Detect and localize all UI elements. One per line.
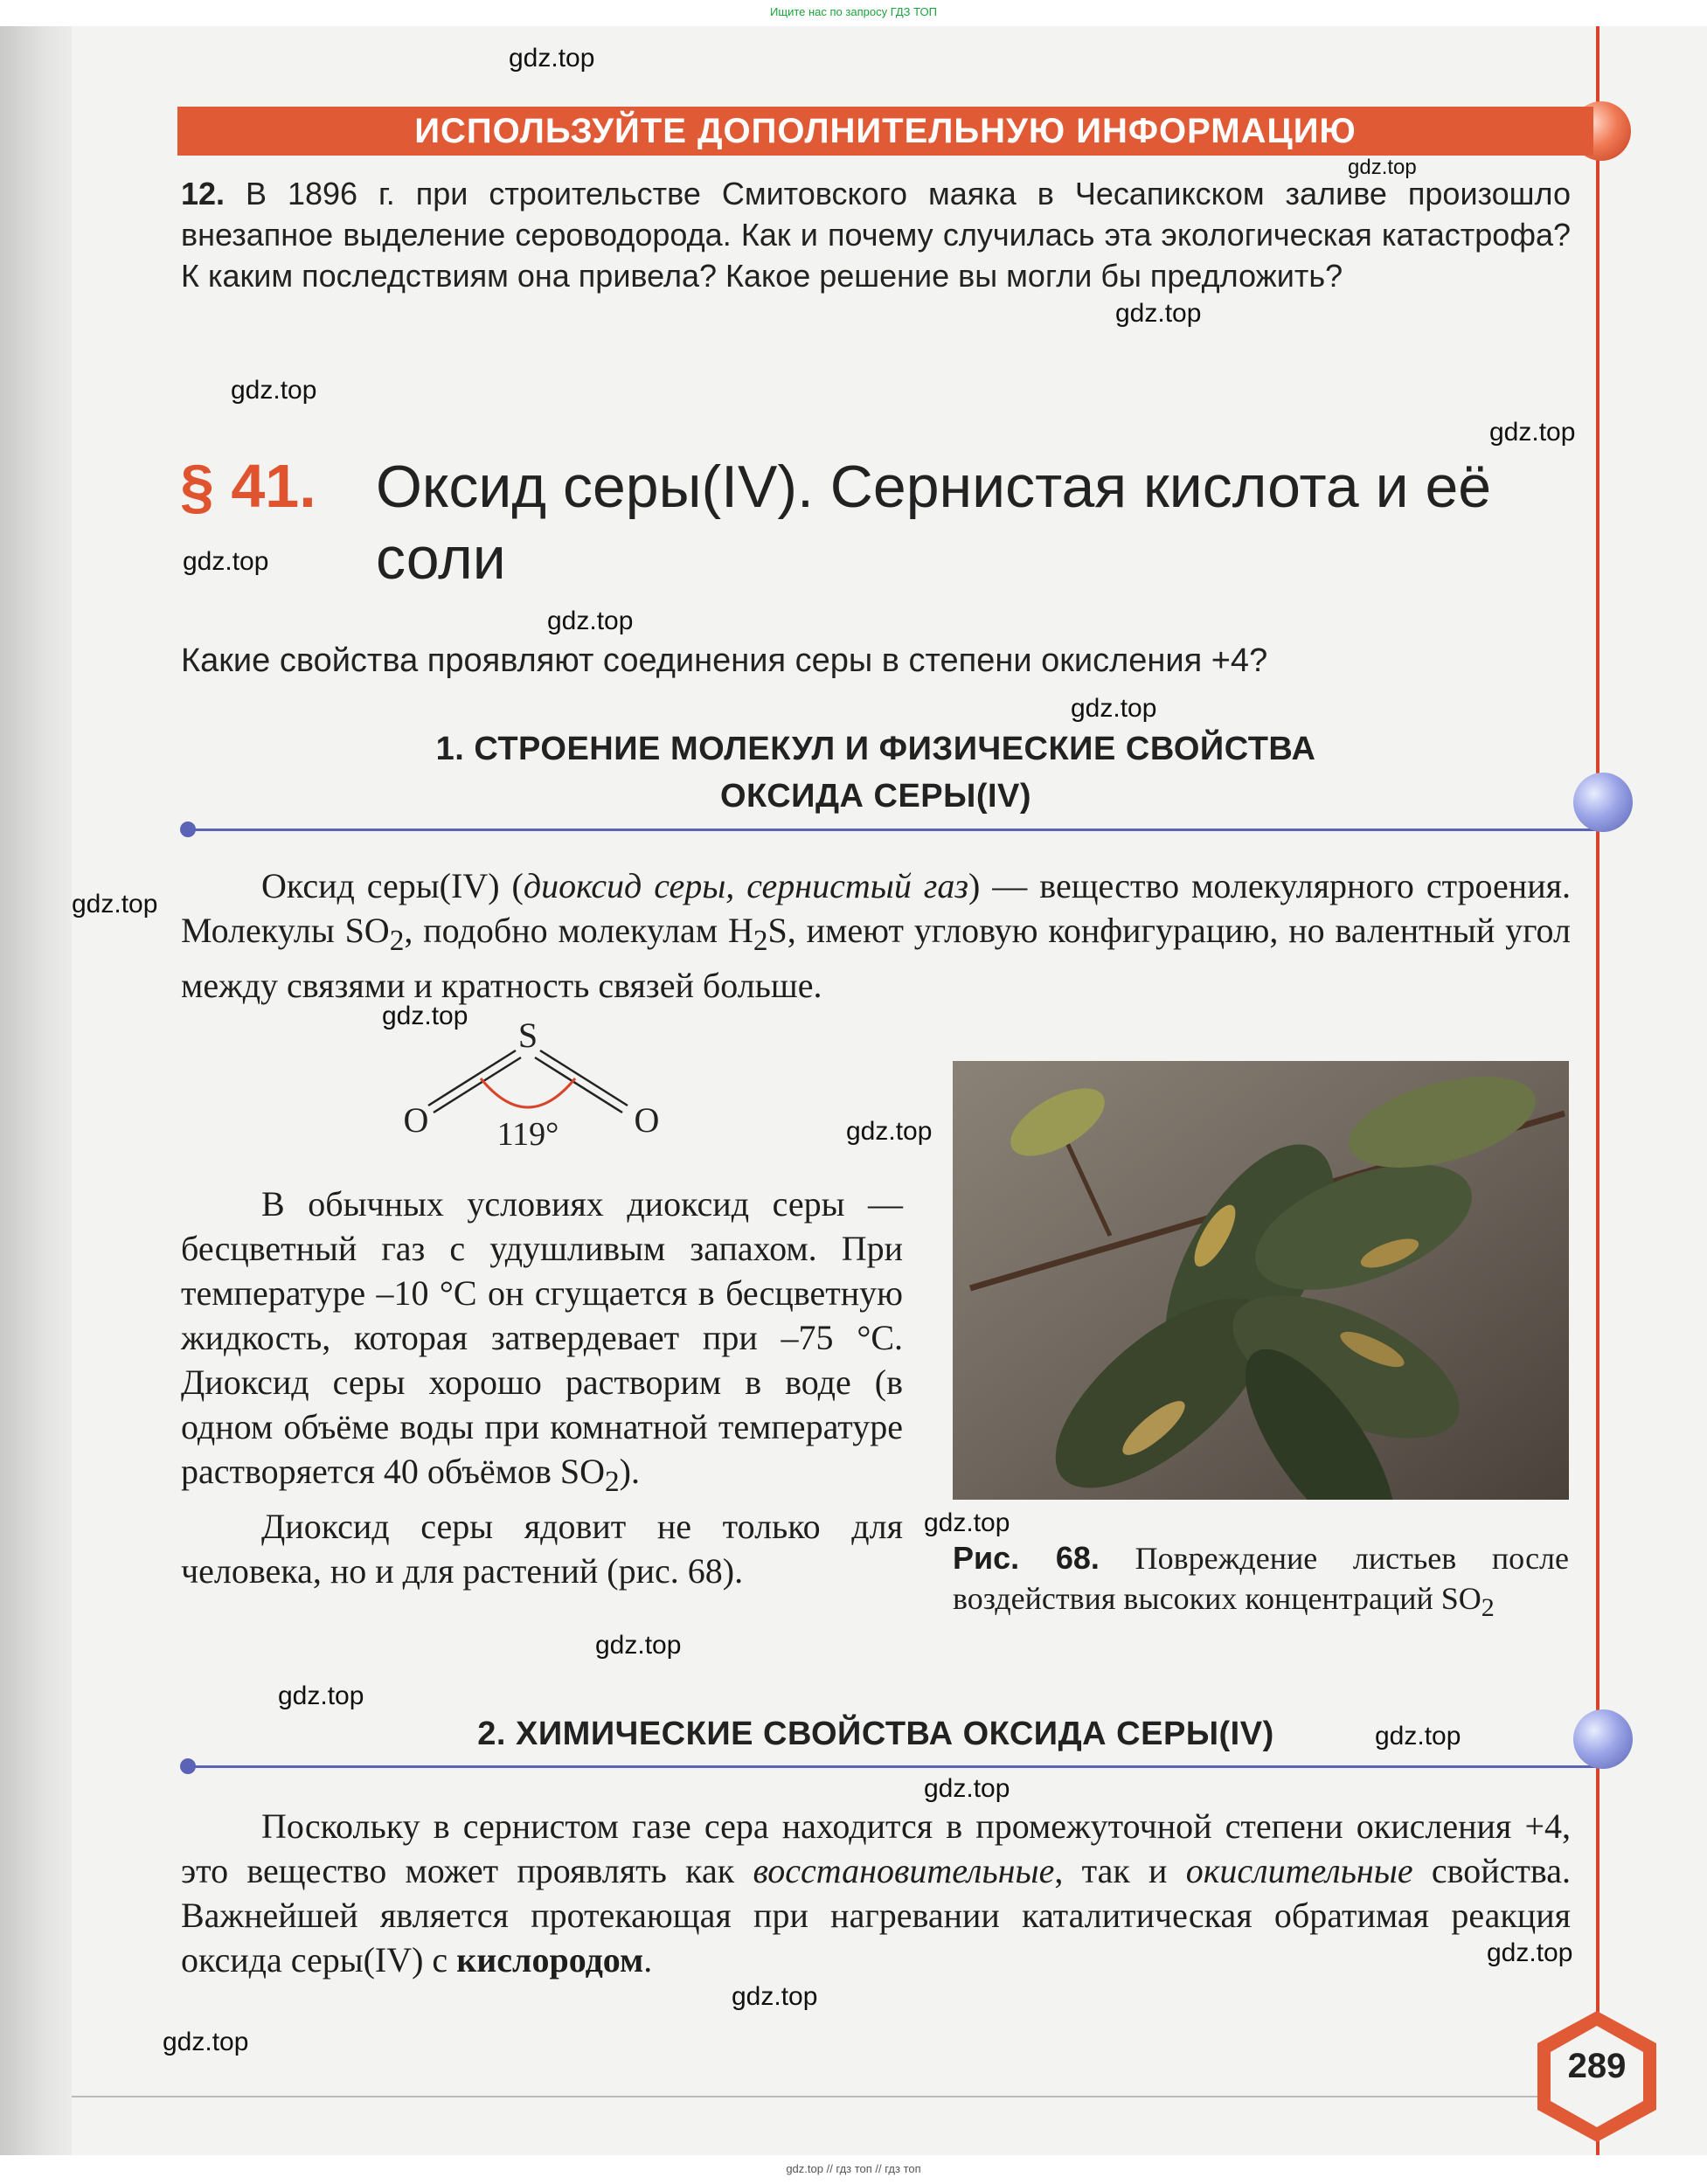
watermark: gdz.top bbox=[595, 1631, 682, 1660]
body1-part: , подобно молекулам H bbox=[404, 911, 753, 950]
body3-part: . bbox=[643, 1940, 653, 1979]
watermark: gdz.top bbox=[72, 890, 158, 919]
body3-part: , так и bbox=[1054, 1851, 1186, 1890]
watermark: gdz.top bbox=[382, 1002, 468, 1030]
body-paragraph-3 bbox=[181, 1804, 1571, 1982]
body3-part: Поскольку в сернистом газе сера находится в промежуточной степени окисления +4, это вещество может проявлять как bbox=[181, 1806, 1571, 1890]
section2-ball bbox=[1573, 1709, 1633, 1769]
caption-label: Рис. 68. bbox=[953, 1540, 1100, 1576]
body1-italic: диоксид серы, сернистый газ bbox=[523, 866, 969, 905]
watermark: gdz.top bbox=[1487, 1938, 1573, 1967]
section2-rule bbox=[188, 1765, 1597, 1768]
task-text: В 1896 г. при строительстве Смитовского маяка в Чесапикском заливе произошло внезапное выделение сероводорода. Как и почему случилась эта экологическая катастрофа? К каким последствиям она привела? Какое решение вы могли бы предложить? bbox=[181, 176, 1571, 294]
watermark: gdz.top bbox=[924, 1508, 1010, 1537]
section1-title-line1: 1. СТРОЕНИЕ МОЛЕКУЛ И ФИЗИЧЕСКИЕ СВОЙСТВА bbox=[435, 731, 1316, 767]
body2-p1 bbox=[181, 1182, 903, 1504]
body1-sub: 2 bbox=[753, 925, 768, 957]
watermark: gdz.top bbox=[924, 1774, 1010, 1803]
bond-angle-label: 119° bbox=[496, 1116, 559, 1153]
section1-rule-dot bbox=[180, 822, 196, 837]
body3-italic: окислительные bbox=[1185, 1851, 1413, 1890]
bond-left-2 bbox=[434, 1057, 521, 1113]
so2-molecule-diagram bbox=[385, 1014, 673, 1154]
body1-part: ) — вещество молекулярного строения. Молекулы SO bbox=[181, 866, 1572, 950]
body3-italic: восстановительные bbox=[753, 1851, 1055, 1890]
body2-sub: 2 bbox=[605, 1466, 620, 1498]
bond-right-2 bbox=[535, 1057, 622, 1113]
caption-text: Повреждение листьев после воздействия высоких концентраций SO bbox=[953, 1541, 1569, 1616]
bond-left-1 bbox=[428, 1050, 516, 1106]
watermark: gdz.top bbox=[1375, 1722, 1461, 1751]
body-paragraph-1 bbox=[181, 863, 1571, 1008]
watermark: gdz.top bbox=[163, 2028, 249, 2056]
page-gutter bbox=[0, 0, 72, 2184]
body1-sub: 2 bbox=[389, 925, 405, 957]
body1-part: Оксид серы(IV) ( bbox=[261, 866, 524, 905]
section1-title bbox=[181, 725, 1571, 820]
damaged-leaves-photo bbox=[953, 1061, 1569, 1500]
watermark: gdz.top bbox=[278, 1681, 364, 1710]
task-12 bbox=[181, 173, 1571, 296]
intro-question: Какие свойства проявляют соединения серы в степени окисления +4? bbox=[181, 642, 1268, 679]
watermark: gdz.top bbox=[1489, 418, 1576, 447]
paragraph-number: § 41. bbox=[180, 452, 316, 520]
angle-arc bbox=[481, 1078, 575, 1107]
section1-title-line2: ОКСИДА СЕРЫ(IV) bbox=[719, 778, 1032, 815]
atom-o-left: O bbox=[403, 1100, 429, 1140]
bond-right-1 bbox=[540, 1050, 628, 1106]
caption-sub: 2 bbox=[1481, 1593, 1495, 1623]
footer-line bbox=[72, 2096, 1558, 2097]
info-banner-text: ИСПОЛЬЗУЙТЕ ДОПОЛНИТЕЛЬНУЮ ИНФОРМАЦИЮ bbox=[414, 112, 1357, 150]
watermark: gdz.top bbox=[547, 607, 634, 635]
watermark: gdz.top bbox=[846, 1117, 933, 1146]
watermark: gdz.top bbox=[1115, 299, 1202, 328]
watermark: gdz.top bbox=[732, 1982, 818, 2011]
watermark: gdz.top bbox=[1348, 156, 1417, 179]
body1-part: S, имеют угловую конфигурацию, но валентный угол между связями и кратность связей больше. bbox=[181, 911, 1571, 1005]
task-number: 12. bbox=[181, 176, 226, 211]
watermark: gdz.top bbox=[183, 547, 269, 576]
watermark: gdz.top bbox=[231, 376, 317, 405]
paragraph-title: Оксид серы(IV). Сернистая кислота и её соли bbox=[376, 454, 1492, 592]
page-number: 289 bbox=[1567, 2047, 1627, 2085]
section1-ball bbox=[1573, 773, 1633, 832]
body2-p1-end: ). bbox=[619, 1452, 640, 1491]
atom-o-right: O bbox=[634, 1100, 660, 1140]
top-hint: Ищите нас по запросу ГДЗ ТОП bbox=[770, 5, 937, 18]
watermark: gdz.top bbox=[1071, 694, 1157, 723]
figure-caption bbox=[953, 1538, 1569, 1628]
body-paragraph-2 bbox=[181, 1182, 903, 1593]
body2-p1-text: В обычных условиях диоксид серы — бесцветный газ с удушливым запахом. При температуре –10 °С он сгущается в бесцветную жидкость, которая затвердевает при –75 °С. Диоксид серы хорошо растворим в воде (в одном объёме воды при комнатной температуре растворяется 40 объёмов SO bbox=[181, 1184, 903, 1491]
body3-part: свойства. Важнейшей является протекающая при нагревании каталитическая обратимая реакция оксида серы(IV) с bbox=[181, 1851, 1571, 1979]
bottom-hint: gdz.top // гдз топ // гдз топ bbox=[786, 2162, 921, 2175]
section2-title: 2. ХИМИЧЕСКИЕ СВОЙСТВА ОКСИДА СЕРЫ(IV) bbox=[477, 1716, 1274, 1752]
section1-rule bbox=[188, 829, 1597, 831]
body3-bold: кислородом bbox=[456, 1940, 644, 1979]
margin-line bbox=[1596, 26, 1599, 2155]
atom-s: S bbox=[517, 1016, 538, 1055]
watermark: gdz.top bbox=[509, 44, 595, 73]
body2-p2: Диоксид серы ядовит не только для человека, но и для растений (рис. 68). bbox=[181, 1507, 903, 1591]
section2-rule-dot bbox=[180, 1758, 196, 1774]
